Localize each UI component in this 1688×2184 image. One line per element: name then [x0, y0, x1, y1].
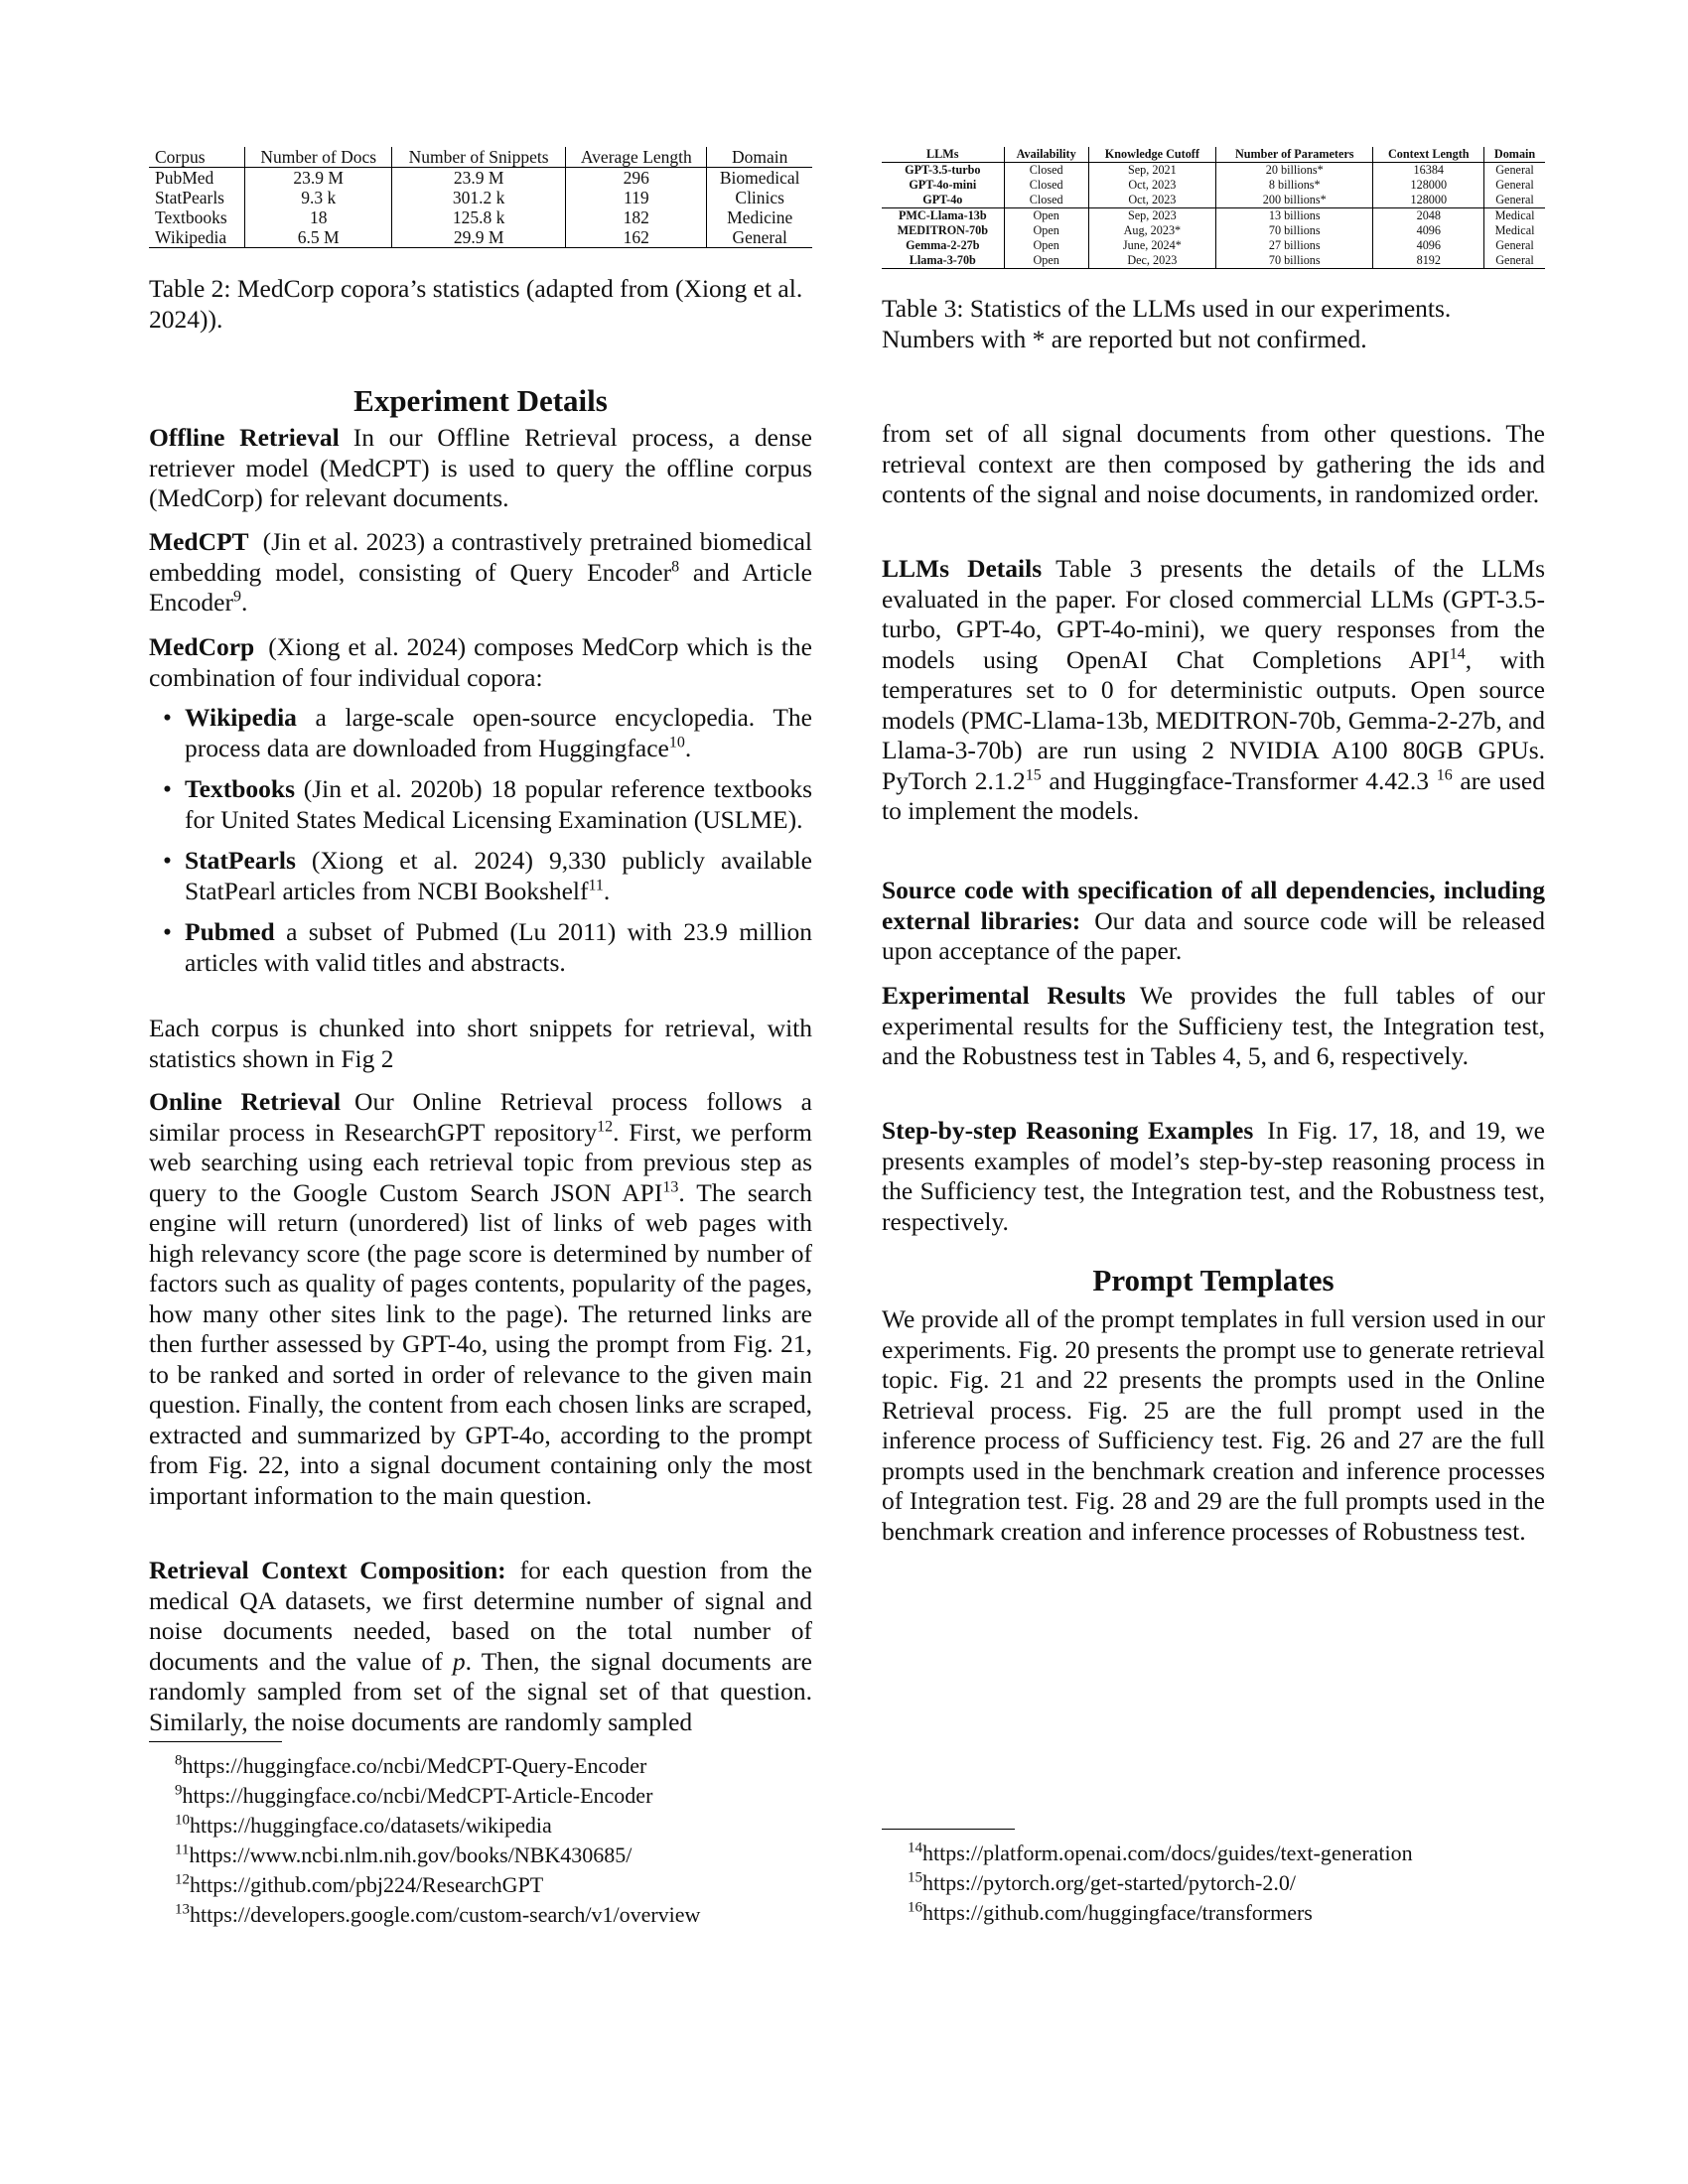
footnote-mark[interactable]: 10 [668, 734, 685, 751]
paragraph-text: In our Offline Retrieval process, a dense retriever model (MedCPT) is used to query the offline corpus (MedCorp) for relevant documents. [149, 423, 812, 512]
paragraph-text: . First, we perform web searching using each retrieval topic from previous step as query to the Google Custom Search JSON API [149, 1117, 812, 1207]
footnote [882, 1898, 1545, 1928]
table-cell: Llama-3-70b [882, 253, 1004, 269]
table-header-cell: Number of Snippets [391, 147, 565, 168]
paragraph-heading: Experimental Results [882, 981, 1126, 1010]
footnote-link[interactable]: https://huggingface.co/ncbi/MedCPT-Query-Encoder [182, 1753, 647, 1778]
footnote-mark[interactable]: 12 [597, 1118, 614, 1135]
table-row [149, 188, 812, 207]
paragraph-experimental-results [882, 981, 1545, 1072]
table-cell: 296 [566, 168, 707, 189]
table-cell: 70 billions [1216, 253, 1373, 269]
paragraph-chunk: Each corpus is chunked into short snippets for retrieval, with statistics shown in Fig 2 [149, 1014, 812, 1073]
table-cell: StatPearls [155, 188, 224, 207]
footnote-link[interactable]: https://huggingface.co/ncbi/MedCPT-Article-Encoder [182, 1783, 653, 1808]
footnote-link[interactable]: https://github.com/huggingface/transformers [922, 1900, 1313, 1925]
table-cell: 2048 [1373, 208, 1484, 224]
table-cell: 8192 [1373, 253, 1484, 269]
table-header-cell: Number of Docs [245, 147, 392, 168]
table-cell: 4096 [1373, 223, 1484, 238]
table-cell: 23.9 M [391, 168, 565, 189]
table-cell: 4096 [1373, 238, 1484, 253]
table-cell: Oct, 2023 [1088, 193, 1215, 208]
paragraph-online-retrieval [149, 1087, 812, 1511]
paragraph-step-by-step [882, 1116, 1545, 1237]
footnote [149, 1841, 812, 1870]
footnote [149, 1900, 812, 1930]
table-cell: Dec, 2023 [1088, 253, 1215, 269]
footnotes-left [149, 1751, 812, 1930]
paragraph-text: . [240, 588, 248, 616]
table-cell: 18 [245, 207, 392, 227]
table-row [149, 227, 812, 248]
list-item [149, 917, 812, 978]
math-variable: p [452, 1646, 466, 1676]
table-cell: Aug, 2023* [1088, 223, 1215, 238]
table-row [882, 223, 1545, 238]
table-cell: PubMed [155, 168, 214, 188]
list-item-text: a large-scale open-source encyclopedia. The process data are downloaded from Huggingface [185, 703, 812, 762]
table-header-cell: Domain [707, 147, 812, 168]
table-cell: General [1484, 253, 1545, 269]
footnote-number: 12 [175, 1871, 190, 1888]
paragraph-source-code [882, 876, 1545, 967]
paragraph-heading: MedCorp [149, 632, 255, 661]
paragraph-heading: LLMs Details [882, 554, 1043, 583]
table-cell: Closed [1004, 163, 1088, 179]
table-header-cell: Availability [1004, 147, 1088, 163]
footnote-mark[interactable]: 11 [588, 877, 604, 893]
table-cell: Sep, 2021 [1088, 163, 1215, 179]
table-cell: 29.9 M [391, 227, 565, 248]
paragraph-heading: Retrieval Context Composition: [149, 1556, 506, 1584]
list-item-text: (Jin et al. 2020b) 18 popular reference textbooks for United States Medical Licensing Examination (USLME). [185, 774, 812, 834]
list-item-tail: . [603, 876, 611, 905]
table-header-cell: Average Length [566, 147, 707, 168]
footnote [882, 1839, 1545, 1868]
footnote [149, 1811, 812, 1841]
footnotes-right [882, 1839, 1545, 1928]
table-cell: 13 billions [1216, 208, 1373, 224]
table-header-cell: Corpus [149, 147, 245, 168]
paragraph-medcorp [149, 632, 812, 693]
paragraph-text: Our data and source code will be released upon acceptance of the paper. [882, 905, 1545, 965]
table-header-cell: LLMs [882, 147, 1004, 163]
paragraph-text: In Fig. 17, 18, and 19, we presents examples of model’s step-by-step reasoning process in the Sufficiency test, the Integration test, and the Robustness test, respectively. [882, 1116, 1545, 1236]
table-cell: 20 billions* [1216, 163, 1373, 179]
footnote-divider [149, 1741, 282, 1742]
paragraph-text: We provides the full tables of our experimental results for the Sufficieny test, the Integration test, and the Robustness test in Tables 4, 5, and 6, respectively. [882, 981, 1545, 1070]
section-title-experiment-details: Experiment Details [353, 383, 608, 418]
table-cell: GPT-4o [882, 193, 1004, 208]
paragraph-heading: Step-by-step Reasoning Examples [882, 1116, 1254, 1145]
table-3-caption: Table 3: Statistics of the LLMs used in our experiments. Numbers with * are reported but not confirmed. [882, 294, 1452, 353]
table-2-caption: Table 2: MedCorp copora’s statistics (adapted from (Xiong et al. 2024)). [149, 274, 803, 334]
footnote [149, 1781, 812, 1811]
table-cell: General [707, 227, 812, 248]
table-cell: 16384 [1373, 163, 1484, 179]
footnote-link[interactable]: https://huggingface.co/datasets/wikipedia [190, 1813, 552, 1838]
footnote-mark[interactable]: 8 [671, 558, 680, 575]
paragraph-text: and Article Encoder [149, 557, 812, 616]
footnote-number: 16 [908, 1899, 922, 1916]
table-row [882, 238, 1545, 253]
paragraph-offline-retrieval [149, 423, 812, 514]
paragraph-text: Our Online Retrieval process follows a similar process in ResearchGPT repository [149, 1087, 812, 1147]
table-cell: Closed [1004, 193, 1088, 208]
table-cell: 6.5 M [245, 227, 392, 248]
paragraph-text: Table 3 presents the details of the LLMs evaluated in the paper. For closed commercial LLMs (GPT-3.5-turbo, GPT-4o, GPT-4o-mini), we query responses from the models using OpenAI Chat Completions API [882, 554, 1545, 674]
list-item-text: a subset of Pubmed (Lu 2011) with 23.9 million articles with valid titles and abstracts. [185, 917, 812, 977]
footnote-divider [882, 1829, 1015, 1830]
table-cell: 70 billions [1216, 223, 1373, 238]
list-item [149, 703, 812, 763]
table-header-row [882, 147, 1545, 163]
paragraph-text: for each question from the medical QA datasets, we first determine number of signal and noise documents needed, based on the total number of documents and the value of [149, 1556, 813, 1676]
footnote-number: 11 [175, 1842, 190, 1858]
footnote-mark[interactable]: 16 [1436, 766, 1453, 783]
corpus-list [149, 703, 812, 989]
table-header-row [149, 147, 812, 168]
table-cell: PMC-Llama-13b [898, 208, 987, 222]
table-3 [882, 147, 1545, 269]
table-row [149, 168, 812, 189]
table-cell: General [1484, 193, 1545, 208]
list-item-heading: Pubmed [185, 917, 275, 946]
table-cell: 182 [566, 207, 707, 227]
table-cell: GPT-4o-mini [909, 178, 977, 192]
paragraph-text: (Xiong et al. 2024) composes MedCorp which is the combination of four individual copora: [149, 632, 812, 692]
table-header-cell: Context Length [1373, 147, 1484, 163]
list-item-heading: StatPearls [185, 846, 296, 875]
list-item-text: (Xiong et al. 2024) 9,330 publicly available StatPearl articles from NCBI Bookshelf [185, 846, 812, 905]
table-cell: Oct, 2023 [1088, 178, 1215, 193]
list-item-heading: Wikipedia [185, 703, 297, 732]
table-cell: Open [1004, 223, 1088, 238]
list-item-heading: Textbooks [185, 774, 296, 803]
footnote [149, 1870, 812, 1900]
paragraph-prompt-templates: We provide all of the prompt templates in full version used in our experiments. Fig. 20 presents the prompt use to generate retrieval topic. Fig. 21 and 22 presents the prompts used in the Online Retrieval process. Fig. 25 are the full prompt used in the inference process of Sufficiency test. Fig. 26 and 27 are the full prompts used in the benchmark creation and inference processes of Integration test. Fig. 28 and 29 are the full prompts used in the benchmark creation and inference processes of Robustness test. [882, 1304, 1545, 1546]
table-row [882, 208, 1545, 224]
footnote-link[interactable]: https://github.com/pbj224/ResearchGPT [190, 1872, 544, 1897]
table-cell: 23.9 M [245, 168, 392, 189]
table-row [149, 207, 812, 227]
paragraph-retrieval-context [149, 1556, 812, 1737]
footnote-link[interactable]: https://platform.openai.com/docs/guides/text-generation [922, 1841, 1413, 1865]
footnote-number: 8 [175, 1752, 183, 1769]
paragraph-medcpt [149, 527, 812, 618]
paragraph-text: are used to implement the models. [882, 765, 1545, 825]
table-cell: GPT-3.5-turbo [905, 163, 981, 177]
table-cell: Open [1004, 253, 1088, 269]
table-cell: Clinics [707, 188, 812, 207]
table-header-cell: Number of Parameters [1216, 147, 1373, 163]
table-cell: June, 2024* [1088, 238, 1215, 253]
table-header-cell: Domain [1484, 147, 1545, 163]
table-row [882, 193, 1545, 208]
list-item-tail: . [684, 733, 692, 762]
paragraph-heading: Source code with specification of all dependencies, including external libraries: [882, 876, 1545, 935]
table-cell: General [1484, 238, 1545, 253]
table-cell: Wikipedia [149, 227, 245, 248]
table-cell: Biomedical [707, 168, 812, 189]
table-cell: Open [1004, 208, 1088, 224]
table-cell: 9.3 k [245, 188, 392, 207]
table-cell: 301.2 k [391, 188, 565, 207]
paragraph-text: , with temperatures set to 0 for deterministic outputs. Open source models (PMC-Llama-13b, MEDITRON-70b, Gemma-2-27b, and Llama-3-70b) are run using 2 NVIDIA A100 80GB GPUs. PyTorch 2.1.2 [882, 644, 1545, 795]
table-cell: Sep, 2023 [1088, 208, 1215, 224]
footnote-number: 10 [175, 1812, 190, 1829]
table-header-cell: Knowledge Cutoff [1088, 147, 1215, 163]
list-item [149, 846, 812, 906]
footnote-number: 15 [908, 1869, 922, 1886]
table-cell: Gemma-2-27b [906, 238, 980, 252]
table-cell: Medical [1484, 208, 1545, 224]
footnote-link[interactable]: https://www.ncbi.nlm.nih.gov/books/NBK430685/ [189, 1843, 633, 1867]
footnote-link[interactable]: https://developers.google.com/custom-search/v1/overview [190, 1902, 701, 1927]
paragraph-text: . The search engine will return (unordered) list of links of web pages with high relevancy score (the page score is determined by number of factors such as quality of pages contents, popularity of the pages, how many other sites link to the page). The returned links are then further assessed by GPT-4o, using the prompt from Fig. 21, to be ranked and sorted in order of relevance to the given main question. Finally, the content from each chosen links are scraped, extracted and summarized by GPT-4o, according to the prompt from Fig. 22, into a signal document containing only the most important information to the main question. [149, 1177, 812, 1510]
table-cell: Open [1004, 238, 1088, 253]
table-row [882, 253, 1545, 269]
table-cell: MEDITRON-70b [897, 223, 989, 237]
table-row [882, 178, 1545, 193]
footnote [149, 1751, 812, 1781]
footnote-number: 14 [908, 1840, 922, 1856]
footnote-link[interactable]: https://pytorch.org/get-started/pytorch-2.0/ [922, 1870, 1296, 1895]
table-2 [149, 147, 812, 248]
table-cell: Medical [1484, 223, 1545, 238]
paragraph-heading: Offline Retrieval [149, 423, 340, 452]
table-cell: 119 [566, 188, 707, 207]
paragraph-heading: MedCPT [149, 527, 249, 556]
table-cell: 27 billions [1216, 238, 1373, 253]
table-cell: Medicine [707, 207, 812, 227]
table-cell: General [1484, 178, 1545, 193]
table-cell: General [1484, 163, 1545, 179]
table-cell: 125.8 k [391, 207, 565, 227]
footnote-number: 9 [175, 1782, 183, 1799]
table-cell: 200 billions* [1216, 193, 1373, 208]
section-title-prompt-templates: Prompt Templates [1092, 1263, 1335, 1297]
footnote-mark[interactable]: 9 [232, 588, 241, 606]
table-cell: 162 [566, 227, 707, 248]
list-item [149, 774, 812, 835]
table-cell: 128000 [1373, 178, 1484, 193]
footnote-mark[interactable]: 14 [1449, 645, 1466, 662]
paragraph-llms-details [882, 554, 1545, 827]
table-cell: Closed [1004, 178, 1088, 193]
table-row [882, 163, 1545, 179]
paragraph-heading: Online Retrieval [149, 1087, 342, 1116]
paragraph-text: . Then, the signal documents are randomly sampled from set of the signal set of that question. Similarly, the noise documents are randomly sampled [149, 1646, 812, 1736]
footnote-mark[interactable]: 13 [662, 1178, 679, 1195]
table-cell: Textbooks [155, 207, 227, 227]
table-cell: 128000 [1373, 193, 1484, 208]
table-cell: 8 billions* [1216, 178, 1373, 193]
paragraph-text: (Jin et al. 2023) a contrastively pretrained biomedical embedding model, consisting of Query Encoder [149, 527, 812, 587]
footnote [882, 1868, 1545, 1898]
footnote-number: 13 [175, 1901, 190, 1918]
footnote-mark[interactable]: 15 [1025, 766, 1042, 783]
paragraph-text: and Huggingface-Transformer 4.42.3 [1041, 765, 1437, 795]
paragraph-continuation: from set of all signal documents from other questions. The retrieval context are then composed by gathering the ids and contents of the signal and noise documents, in randomized order. [882, 419, 1545, 508]
